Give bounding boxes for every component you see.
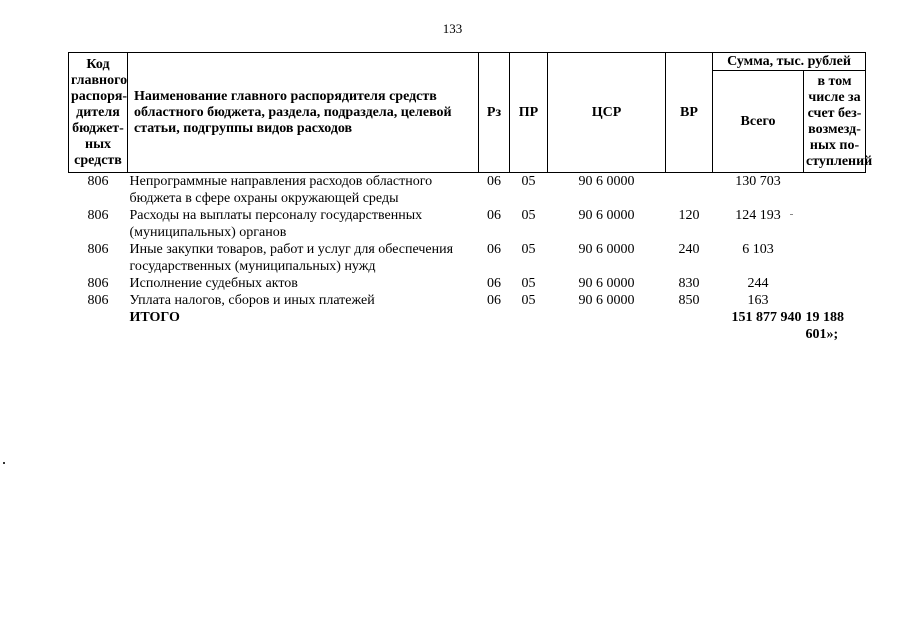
header-total: Всего [713, 71, 804, 173]
cell-name: Уплата налогов, сборов и иных платежей [129, 293, 375, 308]
table-row [69, 292, 866, 309]
page-number: 133 [442, 21, 463, 36]
scan-mark [790, 214, 793, 215]
cell-total: 130 703 [735, 174, 781, 189]
cell-pr: 05 [521, 293, 536, 308]
cell-vr: 120 [678, 208, 700, 223]
cell-csr: 90 6 0000 [578, 174, 635, 189]
cell-pr: 05 [521, 208, 536, 223]
cell-code: 806 [87, 174, 109, 189]
total-label: ИТОГО [129, 310, 180, 325]
cell-code: 806 [87, 242, 109, 257]
cell-gratuitous [804, 275, 866, 292]
table-row [69, 241, 866, 275]
header-gratuitous: в том числе за счет без-возмезд-ных по-ступлений [804, 71, 866, 173]
total-gratuitous: 19 188 601»; [805, 310, 844, 342]
cell-vr: 240 [678, 242, 700, 257]
total-row [69, 309, 866, 343]
cell-rz: 06 [487, 174, 501, 189]
cell-gratuitous [804, 173, 866, 208]
cell-csr: 90 6 0000 [578, 242, 635, 257]
header-rz: Рз [479, 53, 510, 173]
cell-vr [666, 173, 713, 208]
cell-pr: 05 [521, 174, 536, 189]
header-csr: ЦСР [548, 53, 666, 173]
scan-mark [3, 462, 5, 464]
cell-name: Расходы на выплаты персоналу государственных (муниципальных) органов [129, 208, 423, 240]
cell-rz: 06 [487, 242, 501, 257]
cell-rz: 06 [487, 293, 501, 308]
header-vr: ВР [666, 53, 713, 173]
cell-name: Исполнение судебных актов [129, 276, 298, 291]
cell-csr: 90 6 0000 [578, 293, 635, 308]
cell-total: 6 103 [742, 242, 774, 257]
cell-rz: 06 [487, 276, 501, 291]
table-row [69, 173, 866, 208]
cell-total: 244 [747, 276, 769, 291]
header-pr: ПР [510, 53, 548, 173]
cell-csr: 90 6 0000 [578, 276, 635, 291]
header-code: Код главного распоря-дителя бюджет-ных средств [69, 53, 128, 173]
cell-rz: 06 [487, 208, 501, 223]
cell-pr: 05 [521, 276, 536, 291]
table-row [69, 275, 866, 292]
total-sum: 151 877 940 [731, 310, 802, 325]
cell-total: 124 193 [735, 208, 781, 223]
cell-csr: 90 6 0000 [578, 208, 635, 223]
budget-table [68, 52, 873, 343]
cell-code: 806 [87, 208, 109, 223]
cell-code: 806 [87, 293, 109, 308]
header-name: Наименование главного распорядителя средств областного бюджета, раздела, подраздела, целевой статьи, подгруппы видов расходов [128, 53, 479, 173]
cell-gratuitous [804, 292, 866, 309]
cell-gratuitous [804, 241, 866, 275]
cell-vr: 850 [678, 293, 700, 308]
cell-vr: 830 [678, 276, 700, 291]
cell-name: Иные закупки товаров, работ и услуг для обеспечения государственных (муниципальных) нужд [129, 242, 454, 274]
cell-name: Непрограммные направления расходов областного бюджета в сфере охраны окружающей среды [129, 174, 433, 206]
cell-code: 806 [87, 276, 109, 291]
cell-total: 163 [747, 293, 769, 308]
header-sum-group: Сумма, тыс. рублей [713, 53, 866, 71]
table-row [69, 207, 866, 241]
cell-gratuitous [804, 207, 866, 241]
cell-pr: 05 [521, 242, 536, 257]
